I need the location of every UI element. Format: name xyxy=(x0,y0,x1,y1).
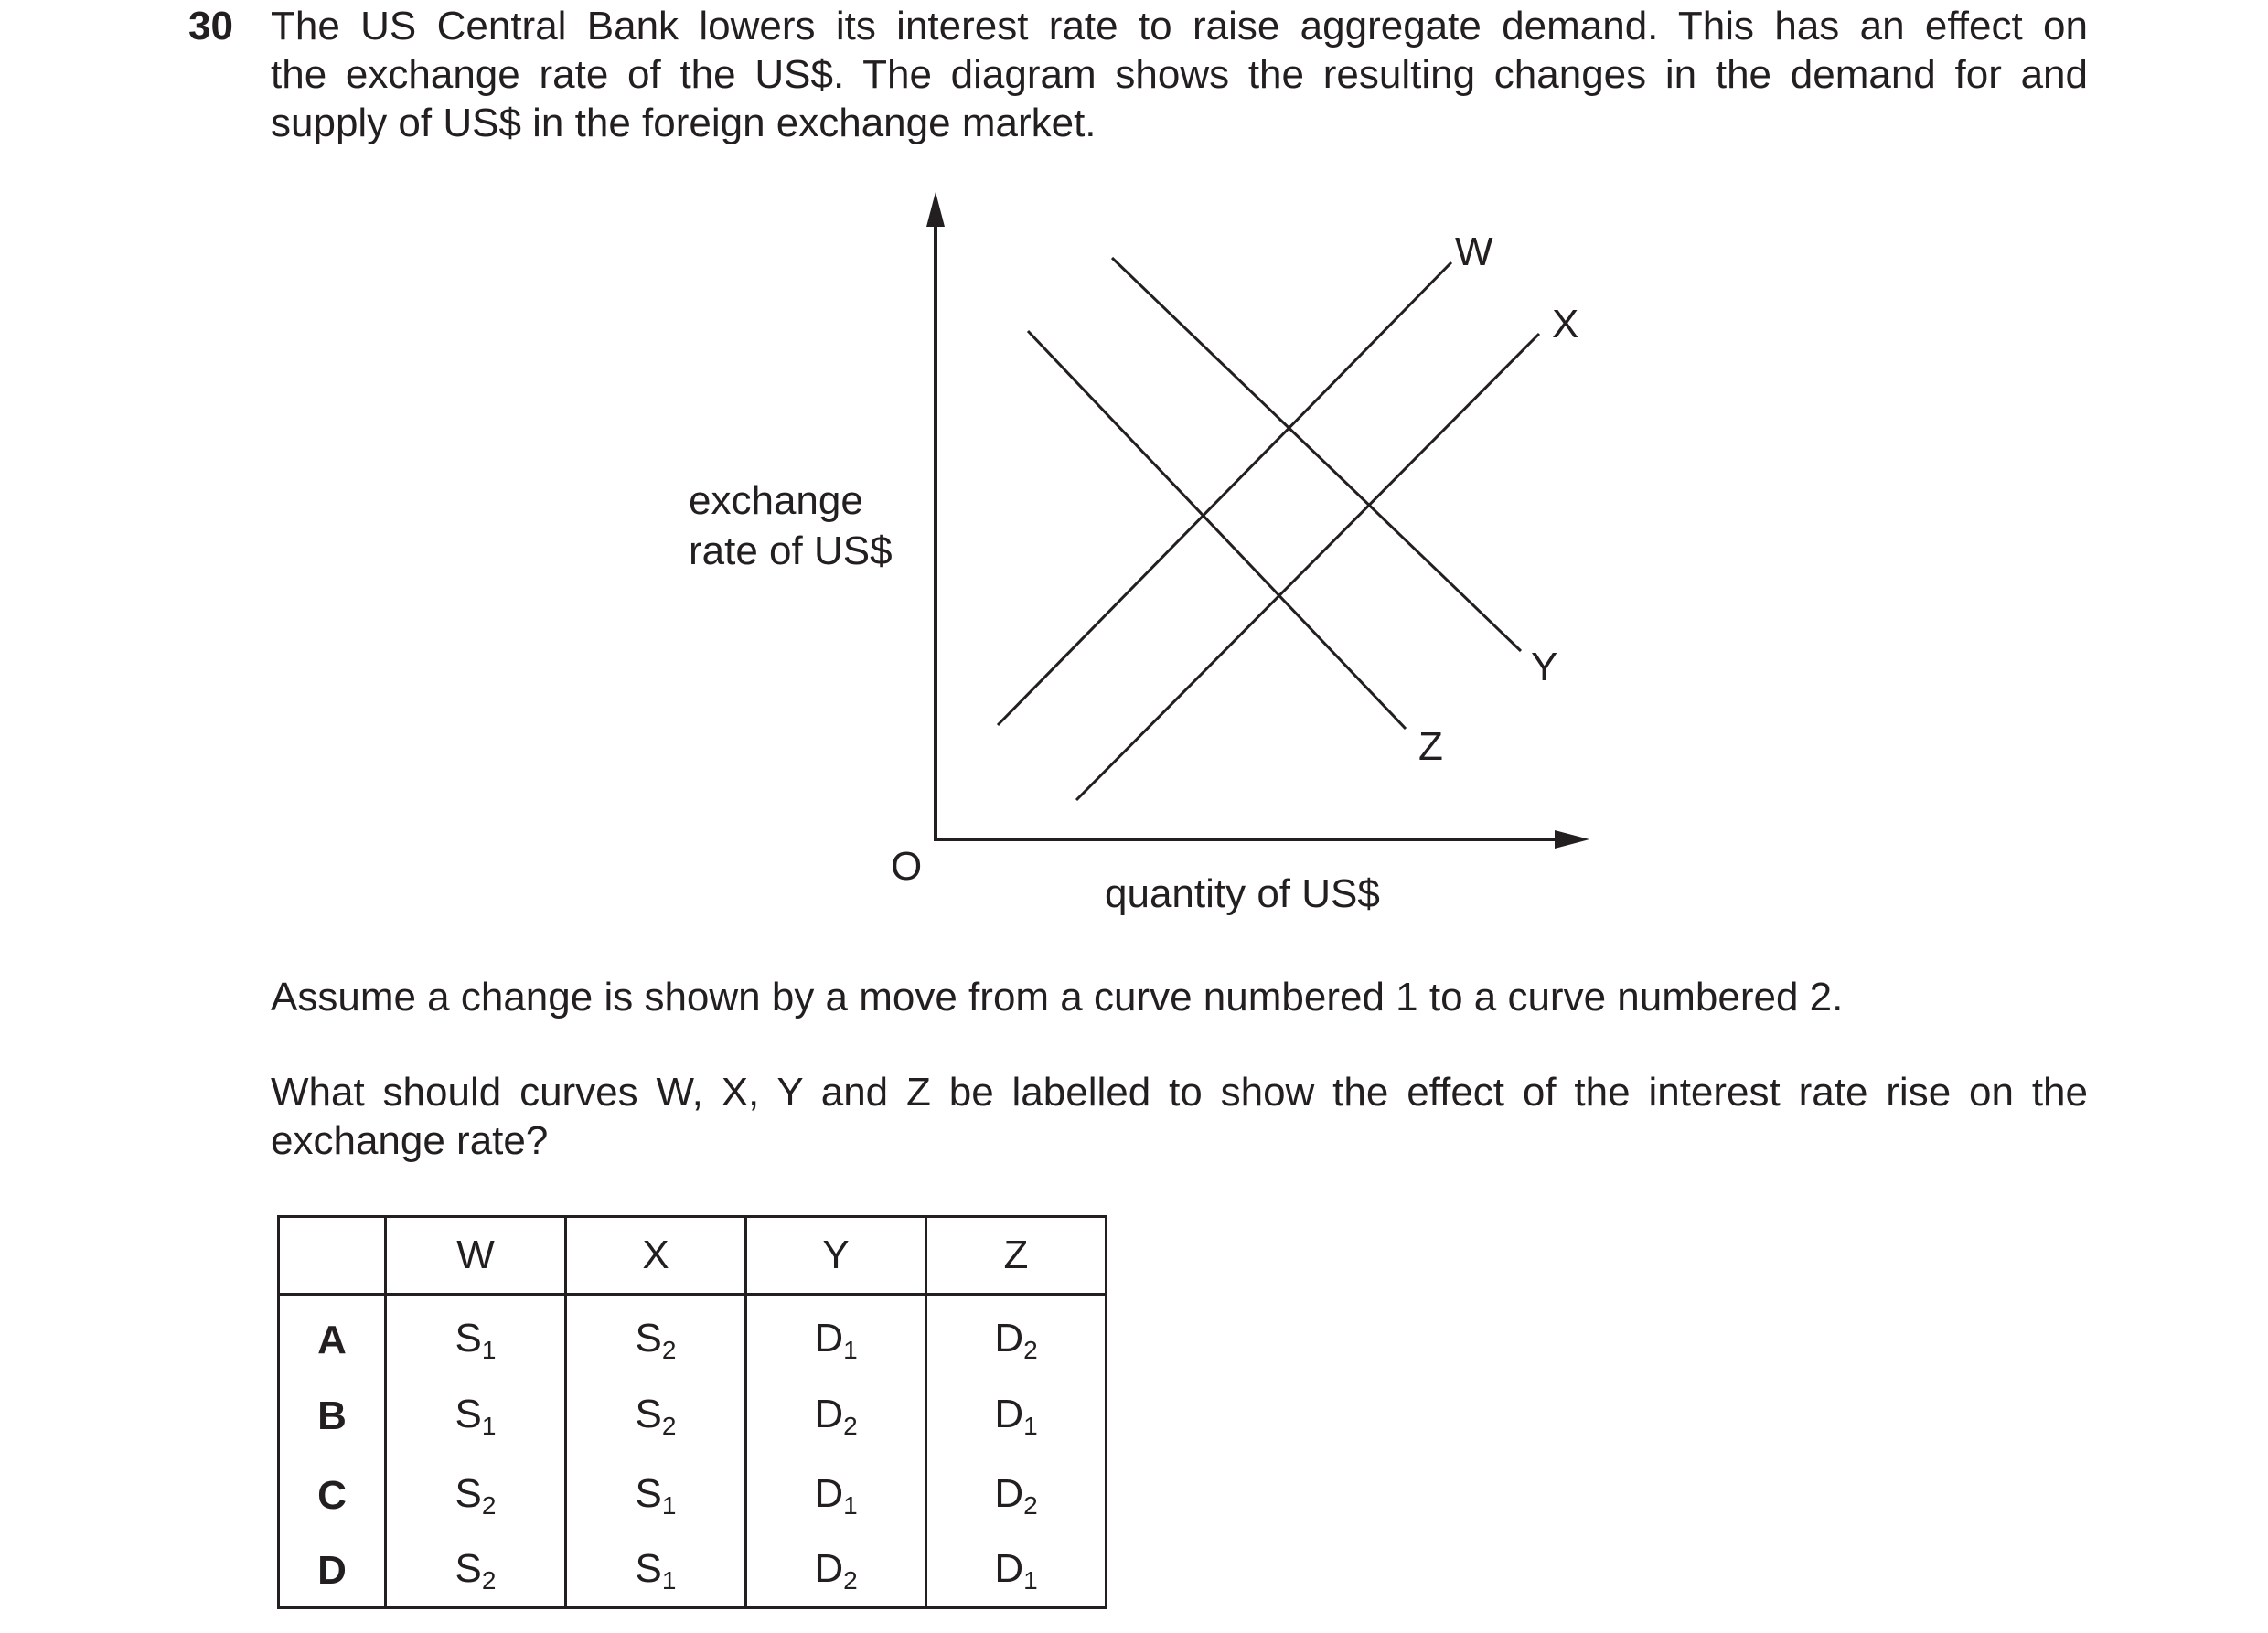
option-cell: $D_1$ xyxy=(926,1535,1107,1608)
table-header-corner xyxy=(279,1217,386,1295)
option-key: D xyxy=(279,1535,386,1608)
option-key: B xyxy=(279,1376,386,1456)
option-cell: $D_1$ xyxy=(746,1456,926,1535)
curve-y xyxy=(1112,258,1521,651)
option-cell: $D_2$ xyxy=(926,1456,1107,1535)
y-axis-arrowhead xyxy=(926,192,945,227)
table-header-z: Z xyxy=(926,1217,1107,1295)
curve-x xyxy=(1076,334,1539,800)
curve-label-x: X xyxy=(1552,302,1579,347)
table-header-y: Y xyxy=(746,1217,926,1295)
option-cell: $D_1$ xyxy=(926,1376,1107,1456)
curve-z xyxy=(1028,331,1406,729)
option-row-c[interactable] xyxy=(279,1456,1107,1535)
option-row-a[interactable] xyxy=(279,1295,1107,1377)
option-cell: $D_2$ xyxy=(746,1535,926,1608)
table-header-w: W xyxy=(386,1217,566,1295)
option-cell: $S_1$ xyxy=(386,1376,566,1456)
answer-options-table xyxy=(277,1215,1107,1609)
x-axis-label: quantity of US$ xyxy=(1105,871,1380,916)
y-axis-label-line-1: exchange xyxy=(689,478,863,523)
option-cell: $D_2$ xyxy=(926,1295,1107,1377)
option-cell: $D_1$ xyxy=(746,1295,926,1377)
option-cell: $D_2$ xyxy=(746,1376,926,1456)
option-cell: $S_1$ xyxy=(566,1535,746,1608)
curve-label-y: Y xyxy=(1531,645,1558,689)
curve-w xyxy=(998,262,1451,725)
question-number: 30 xyxy=(188,4,233,48)
option-cell: $S_1$ xyxy=(386,1295,566,1377)
y-axis-label-line-2: rate of US$ xyxy=(689,528,893,573)
curve-label-w: W xyxy=(1455,229,1493,274)
option-row-b[interactable] xyxy=(279,1376,1107,1456)
prompt-line-2: exchange rate? xyxy=(271,1118,549,1163)
table-header-row xyxy=(279,1217,1107,1295)
option-cell: $S_2$ xyxy=(386,1535,566,1608)
option-cell: $S_1$ xyxy=(566,1456,746,1535)
question-prompt xyxy=(271,1068,2088,1165)
y-axis-label xyxy=(689,475,893,576)
stem-line-3: supply of US$ in the foreign exchange market. xyxy=(271,101,1097,145)
prompt-line-1: What should curves W, X, Y and Z be labelled to show the effect of the interest rate rise on the xyxy=(271,1070,2088,1115)
origin-label: O xyxy=(891,844,923,889)
option-cell: $S_2$ xyxy=(566,1295,746,1377)
option-row-d[interactable] xyxy=(279,1535,1107,1608)
option-cell: $S_2$ xyxy=(566,1376,746,1456)
stem-line-1: The US Central Bank lowers its interest rate to raise aggregate demand. This has an effect on xyxy=(271,4,2088,48)
option-key: A xyxy=(279,1295,386,1377)
assumption-text: Assume a change is shown by a move from a curve numbered 1 to a curve numbered 2. xyxy=(271,975,1844,1019)
option-key: C xyxy=(279,1456,386,1535)
stem-line-2: the exchange rate of the US$. The diagram shows the resulting changes in the demand for and xyxy=(271,52,2088,97)
table-header-x: X xyxy=(566,1217,746,1295)
x-axis-arrowhead xyxy=(1555,830,1589,849)
option-cell: $S_2$ xyxy=(386,1456,566,1535)
curve-label-z: Z xyxy=(1418,724,1443,769)
